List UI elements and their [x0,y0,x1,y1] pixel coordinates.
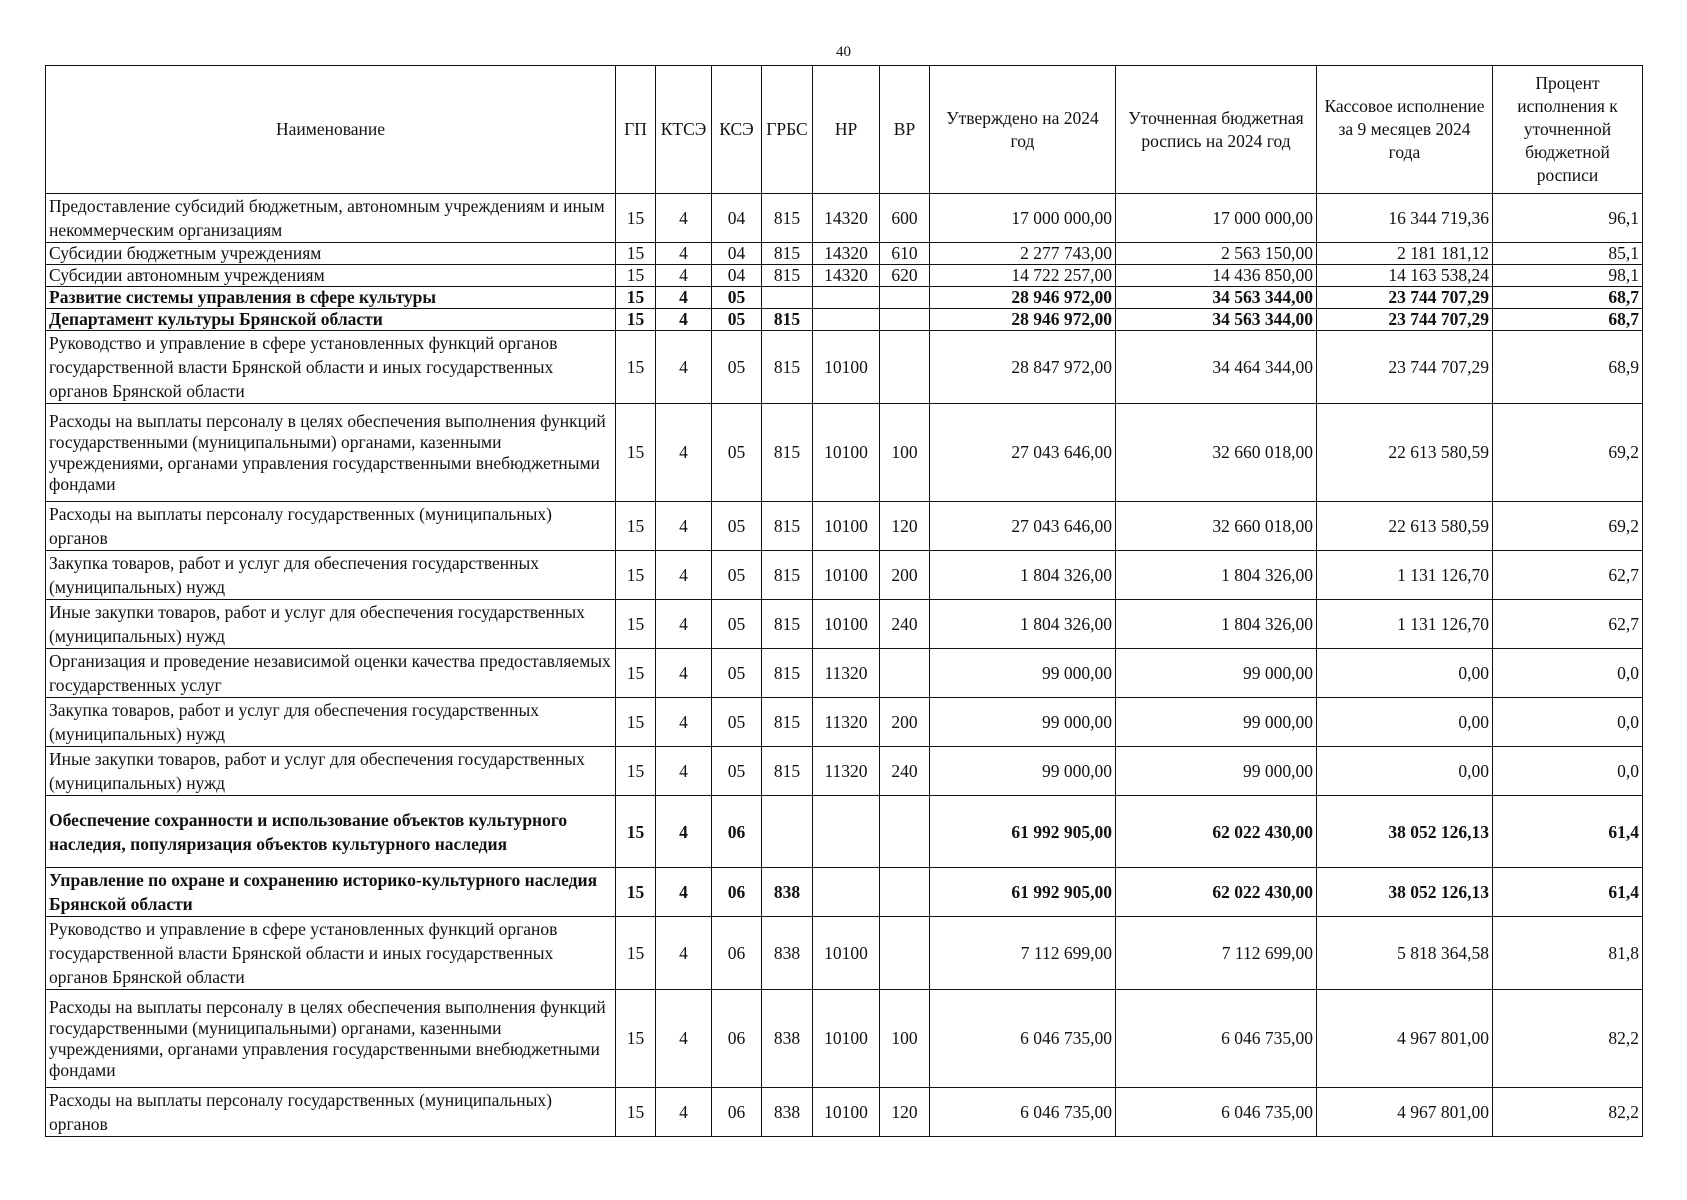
cell-name: Расходы на выплаты персоналу государственных (муниципальных) органов [46,502,616,551]
cell-ktse: 4 [656,309,712,331]
cell-name: Субсидии автономным учреждениям [46,265,616,287]
cell-kse: 06 [712,868,762,917]
cell-name: Субсидии бюджетным учреждениям [46,243,616,265]
cell-name: Иные закупки товаров, работ и услуг для обеспечения государственных (муниципальных) нужд [46,600,616,649]
cell-approved: 28 847 972,00 [930,331,1116,404]
cell-grbs: 815 [762,331,813,404]
cell-gp: 15 [616,194,656,243]
cell-kse: 05 [712,502,762,551]
cell-executed: 38 052 126,13 [1317,868,1493,917]
cell-vr: 120 [880,1088,930,1137]
cell-ktse: 4 [656,649,712,698]
cell-executed: 38 052 126,13 [1317,796,1493,868]
cell-name: Развитие системы управления в сфере культуры [46,287,616,309]
cell-grbs: 815 [762,194,813,243]
cell-percent: 62,7 [1493,551,1643,600]
cell-kse: 05 [712,404,762,502]
cell-executed: 1 131 126,70 [1317,600,1493,649]
cell-approved: 6 046 735,00 [930,990,1116,1088]
column-header-gp: ГП [616,66,656,194]
table-row [46,649,1643,698]
table-row [46,698,1643,747]
cell-grbs: 815 [762,551,813,600]
cell-refined: 62 022 430,00 [1116,868,1317,917]
cell-approved: 28 946 972,00 [930,287,1116,309]
cell-refined: 99 000,00 [1116,747,1317,796]
cell-name: Управление по охране и сохранению историко-культурного наследия Брянской области [46,868,616,917]
cell-ktse: 4 [656,796,712,868]
page-number: 40 [836,44,851,60]
table-row [46,404,1643,502]
cell-nr: 10100 [813,917,880,990]
cell-refined: 32 660 018,00 [1116,404,1317,502]
cell-gp: 15 [616,287,656,309]
cell-gp: 15 [616,698,656,747]
column-header-kse: КСЭ [712,66,762,194]
cell-gp: 15 [616,265,656,287]
cell-nr: 14320 [813,194,880,243]
cell-vr [880,649,930,698]
cell-name: Расходы на выплаты персоналу в целях обеспечения выполнения функций государственными (муниципальными) органами, казенными учреждениями, органами управления государственными внебюджетными фондами [46,990,616,1088]
cell-nr: 10100 [813,404,880,502]
cell-percent: 0,0 [1493,649,1643,698]
cell-refined: 99 000,00 [1116,649,1317,698]
cell-executed: 22 613 580,59 [1317,502,1493,551]
cell-grbs: 838 [762,868,813,917]
cell-refined: 34 563 344,00 [1116,309,1317,331]
cell-refined: 1 804 326,00 [1116,551,1317,600]
cell-nr [813,868,880,917]
cell-vr [880,868,930,917]
cell-vr [880,309,930,331]
cell-refined: 7 112 699,00 [1116,917,1317,990]
cell-approved: 7 112 699,00 [930,917,1116,990]
cell-name: Департамент культуры Брянской области [46,309,616,331]
cell-grbs: 838 [762,990,813,1088]
cell-approved: 99 000,00 [930,649,1116,698]
cell-percent: 69,2 [1493,404,1643,502]
cell-kse: 05 [712,600,762,649]
cell-gp: 15 [616,600,656,649]
cell-approved: 2 277 743,00 [930,243,1116,265]
cell-grbs: 815 [762,404,813,502]
cell-kse: 05 [712,649,762,698]
table-row [46,502,1643,551]
cell-percent: 0,0 [1493,747,1643,796]
cell-vr: 240 [880,600,930,649]
cell-name: Организация и проведение независимой оценки качества предоставляемых государственных услуг [46,649,616,698]
cell-executed: 2 181 181,12 [1317,243,1493,265]
cell-ktse: 4 [656,331,712,404]
cell-grbs: 815 [762,600,813,649]
cell-percent: 82,2 [1493,1088,1643,1137]
cell-gp: 15 [616,747,656,796]
cell-vr: 100 [880,404,930,502]
cell-vr: 200 [880,551,930,600]
cell-ktse: 4 [656,698,712,747]
cell-approved: 28 946 972,00 [930,309,1116,331]
cell-gp: 15 [616,502,656,551]
cell-kse: 05 [712,551,762,600]
cell-nr: 11320 [813,698,880,747]
column-header-approved: Утверждено на 2024 год [930,66,1116,194]
table-body [46,194,1643,1137]
cell-name: Обеспечение сохранности и использование объектов культурного наследия, популяризация объектов культурного наследия [46,796,616,868]
cell-nr: 10100 [813,331,880,404]
cell-ktse: 4 [656,990,712,1088]
header-row [46,66,1643,194]
cell-ktse: 4 [656,194,712,243]
cell-executed: 4 967 801,00 [1317,1088,1493,1137]
cell-executed: 22 613 580,59 [1317,404,1493,502]
cell-vr [880,796,930,868]
cell-grbs: 815 [762,649,813,698]
cell-name: Закупка товаров, работ и услуг для обеспечения государственных (муниципальных) нужд [46,698,616,747]
cell-executed: 0,00 [1317,698,1493,747]
cell-percent: 68,7 [1493,287,1643,309]
cell-nr: 11320 [813,747,880,796]
cell-refined: 34 464 344,00 [1116,331,1317,404]
cell-vr: 240 [880,747,930,796]
cell-executed: 5 818 364,58 [1317,917,1493,990]
table-row [46,868,1643,917]
cell-name: Расходы на выплаты персоналу государственных (муниципальных) органов [46,1088,616,1137]
table-row [46,796,1643,868]
cell-approved: 27 043 646,00 [930,404,1116,502]
column-header-refined: Уточненная бюджетная роспись на 2024 год [1116,66,1317,194]
cell-grbs: 815 [762,698,813,747]
table-row [46,243,1643,265]
cell-percent: 0,0 [1493,698,1643,747]
cell-vr: 600 [880,194,930,243]
cell-nr: 11320 [813,649,880,698]
cell-name: Руководство и управление в сфере установленных функций органов государственной власти Брянской области и иных государственных органов Брянской области [46,331,616,404]
cell-percent: 85,1 [1493,243,1643,265]
cell-refined: 34 563 344,00 [1116,287,1317,309]
cell-approved: 1 804 326,00 [930,551,1116,600]
cell-name: Закупка товаров, работ и услуг для обеспечения государственных (муниципальных) нужд [46,551,616,600]
cell-ktse: 4 [656,265,712,287]
cell-ktse: 4 [656,868,712,917]
cell-nr: 10100 [813,551,880,600]
cell-gp: 15 [616,990,656,1088]
cell-gp: 15 [616,868,656,917]
cell-gp: 15 [616,1088,656,1137]
cell-ktse: 4 [656,1088,712,1137]
cell-grbs: 838 [762,917,813,990]
cell-nr: 10100 [813,990,880,1088]
cell-approved: 14 722 257,00 [930,265,1116,287]
table-row [46,265,1643,287]
cell-kse: 05 [712,287,762,309]
cell-nr: 10100 [813,600,880,649]
cell-executed: 0,00 [1317,747,1493,796]
cell-percent: 68,7 [1493,309,1643,331]
cell-name: Расходы на выплаты персоналу в целях обеспечения выполнения функций государственными (муниципальными) органами, казенными учреждениями, органами управления государственными внебюджетными фондами [46,404,616,502]
cell-grbs [762,796,813,868]
cell-nr: 14320 [813,243,880,265]
cell-executed: 23 744 707,29 [1317,309,1493,331]
cell-gp: 15 [616,331,656,404]
cell-executed: 14 163 538,24 [1317,265,1493,287]
cell-kse: 05 [712,309,762,331]
cell-ktse: 4 [656,404,712,502]
cell-approved: 27 043 646,00 [930,502,1116,551]
column-header-vr: ВР [880,66,930,194]
cell-grbs: 815 [762,747,813,796]
cell-refined: 1 804 326,00 [1116,600,1317,649]
cell-percent: 96,1 [1493,194,1643,243]
table-row [46,331,1643,404]
cell-approved: 99 000,00 [930,747,1116,796]
cell-grbs: 838 [762,1088,813,1137]
cell-percent: 82,2 [1493,990,1643,1088]
cell-kse: 04 [712,243,762,265]
cell-kse: 05 [712,698,762,747]
table-row [46,917,1643,990]
table-row [46,990,1643,1088]
cell-approved: 1 804 326,00 [930,600,1116,649]
cell-percent: 61,4 [1493,868,1643,917]
cell-percent: 81,8 [1493,917,1643,990]
cell-executed: 23 744 707,29 [1317,287,1493,309]
cell-refined: 17 000 000,00 [1116,194,1317,243]
budget-table [45,65,1643,1137]
cell-name: Руководство и управление в сфере установленных функций органов государственной власти Брянской области и иных государственных органов Брянской области [46,917,616,990]
cell-kse: 05 [712,747,762,796]
cell-percent: 98,1 [1493,265,1643,287]
cell-percent: 61,4 [1493,796,1643,868]
cell-grbs: 815 [762,309,813,331]
cell-vr [880,287,930,309]
cell-percent: 68,9 [1493,331,1643,404]
cell-vr: 200 [880,698,930,747]
table-row [46,287,1643,309]
cell-vr: 120 [880,502,930,551]
cell-executed: 23 744 707,29 [1317,331,1493,404]
cell-nr: 14320 [813,265,880,287]
cell-gp: 15 [616,917,656,990]
cell-name: Предоставление субсидий бюджетным, автономным учреждениям и иным некоммерческим организациям [46,194,616,243]
cell-ktse: 4 [656,287,712,309]
cell-ktse: 4 [656,551,712,600]
table-row [46,309,1643,331]
cell-nr: 10100 [813,502,880,551]
cell-kse: 04 [712,265,762,287]
cell-ktse: 4 [656,243,712,265]
cell-percent: 69,2 [1493,502,1643,551]
cell-kse: 04 [712,194,762,243]
cell-percent: 62,7 [1493,600,1643,649]
cell-kse: 05 [712,331,762,404]
cell-executed: 0,00 [1317,649,1493,698]
cell-kse: 06 [712,796,762,868]
cell-ktse: 4 [656,502,712,551]
cell-refined: 2 563 150,00 [1116,243,1317,265]
cell-vr [880,331,930,404]
column-header-ktse: КТСЭ [656,66,712,194]
cell-grbs: 815 [762,502,813,551]
cell-executed: 4 967 801,00 [1317,990,1493,1088]
cell-vr: 100 [880,990,930,1088]
column-header-grbs: ГРБС [762,66,813,194]
cell-refined: 62 022 430,00 [1116,796,1317,868]
table-row [46,747,1643,796]
cell-approved: 61 992 905,00 [930,796,1116,868]
cell-ktse: 4 [656,747,712,796]
cell-approved: 61 992 905,00 [930,868,1116,917]
cell-nr [813,309,880,331]
table-row [46,600,1643,649]
cell-nr: 10100 [813,1088,880,1137]
cell-name: Иные закупки товаров, работ и услуг для обеспечения государственных (муниципальных) нужд [46,747,616,796]
cell-gp: 15 [616,309,656,331]
column-header-name: Наименование [46,66,616,194]
cell-nr [813,796,880,868]
cell-kse: 06 [712,917,762,990]
cell-grbs [762,287,813,309]
cell-ktse: 4 [656,917,712,990]
cell-refined: 6 046 735,00 [1116,1088,1317,1137]
cell-executed: 1 131 126,70 [1317,551,1493,600]
cell-vr: 620 [880,265,930,287]
cell-executed: 16 344 719,36 [1317,194,1493,243]
cell-ktse: 4 [656,600,712,649]
cell-gp: 15 [616,243,656,265]
cell-grbs: 815 [762,265,813,287]
cell-approved: 6 046 735,00 [930,1088,1116,1137]
cell-refined: 6 046 735,00 [1116,990,1317,1088]
column-header-nr: НР [813,66,880,194]
cell-approved: 99 000,00 [930,698,1116,747]
cell-vr: 610 [880,243,930,265]
cell-kse: 06 [712,990,762,1088]
table-row [46,194,1643,243]
cell-refined: 32 660 018,00 [1116,502,1317,551]
column-header-executed: Кассовое исполнение за 9 месяцев 2024 года [1317,66,1493,194]
cell-gp: 15 [616,404,656,502]
cell-gp: 15 [616,551,656,600]
cell-nr [813,287,880,309]
column-header-percent: Процент исполнения к уточненной бюджетной росписи [1493,66,1643,194]
cell-refined: 99 000,00 [1116,698,1317,747]
cell-approved: 17 000 000,00 [930,194,1116,243]
cell-refined: 14 436 850,00 [1116,265,1317,287]
table-row [46,1088,1643,1137]
cell-gp: 15 [616,796,656,868]
table-row [46,551,1643,600]
cell-kse: 06 [712,1088,762,1137]
cell-grbs: 815 [762,243,813,265]
cell-vr [880,917,930,990]
cell-gp: 15 [616,649,656,698]
